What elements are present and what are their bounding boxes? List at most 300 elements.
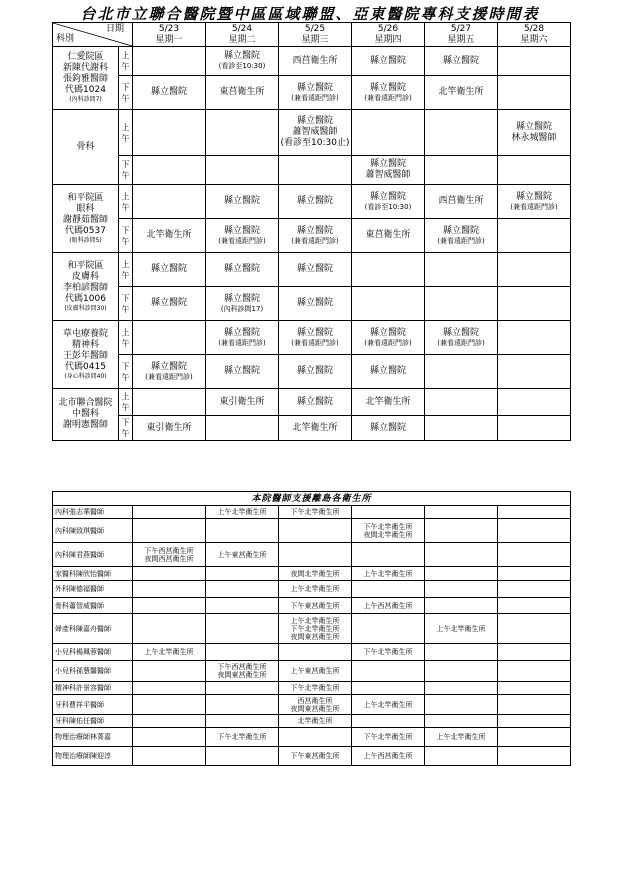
doctor-name: 小兒科孫慧馨醫師 — [53, 661, 133, 682]
support-text: 下午北竿衛生所 — [363, 733, 413, 741]
support-cell — [425, 715, 498, 728]
support-cell — [279, 715, 352, 728]
schedule-text: 西莒衛生所 — [292, 55, 338, 66]
support-text: 下午北竿衛生所 — [290, 624, 340, 633]
support-text: 夜間西莒衛生所 — [144, 554, 194, 563]
schedule-text: 縣立醫院 — [296, 264, 333, 274]
half-char: 上 — [121, 259, 130, 269]
day-date: 5/28 — [523, 23, 545, 34]
schedule-text: 林永城醫師 — [511, 132, 557, 143]
dept-note: (內科診間7) — [69, 96, 102, 103]
support-cell — [498, 598, 571, 614]
support-cell — [425, 598, 498, 614]
schedule-cell — [352, 416, 425, 441]
schedule-text: 蕭智威醫師 — [292, 127, 338, 137]
support-row — [53, 661, 571, 682]
date-label: 日期 — [105, 24, 124, 34]
schedule-text: 北竿衛生所 — [292, 422, 338, 433]
schedule-cell — [133, 110, 206, 156]
dept-cell — [53, 47, 119, 110]
schedule-cell — [279, 355, 352, 389]
doctor-name: 家醫科陳欣怡醫師 — [53, 567, 133, 581]
doctor-name: 內科陳致琪醫師 — [53, 519, 133, 543]
support-text: 下午西莒衛生所 — [217, 663, 267, 671]
day-date: 5/23 — [158, 23, 180, 34]
day-date: 5/27 — [450, 23, 472, 34]
dept-line: 眼科 — [76, 203, 95, 214]
dept-label: 科別 — [56, 34, 75, 44]
dept-line: 骨科 — [76, 141, 95, 152]
dept-line: 代碼1006 — [65, 293, 106, 304]
schedule-cell — [279, 253, 352, 287]
dept-line: 謝靜茹醫師 — [62, 214, 108, 225]
support-text: 下午北竿衛生所 — [363, 648, 413, 656]
support-cell — [425, 567, 498, 581]
support-cell — [425, 682, 498, 695]
doctor-name: 牙科曹祥平醫師 — [53, 695, 133, 715]
day-header-cell — [352, 23, 425, 47]
schedule-cell — [425, 185, 498, 219]
schedule-cell — [498, 321, 571, 355]
support-cell — [206, 543, 279, 567]
schedule-note: (兼看遠距門診) — [218, 236, 266, 245]
day-weekday: 星期六 — [520, 34, 548, 45]
support-cell — [206, 644, 279, 661]
support-cell — [352, 682, 425, 695]
day-weekday: 星期五 — [447, 34, 475, 45]
support-cell — [279, 747, 352, 766]
schedule-text: 縣立醫院 — [150, 87, 187, 97]
support-cell — [206, 715, 279, 728]
schedule-note: (內科診間17) — [220, 304, 264, 313]
day-date: 5/25 — [304, 23, 326, 34]
schedule-cell — [206, 185, 279, 219]
support-text: 上午北竿衛生所 — [363, 569, 413, 578]
half-char: 上 — [121, 122, 130, 132]
half-char: 下 — [121, 418, 130, 427]
dept-row-pm — [53, 355, 571, 389]
schedule-cell — [425, 76, 498, 110]
day-header-cell — [498, 23, 571, 47]
support-cell — [498, 682, 571, 695]
half-char: 午 — [121, 372, 130, 382]
header-corner-cell — [53, 23, 133, 47]
schedule-cell — [425, 47, 498, 76]
support-cell — [279, 614, 352, 644]
support-cell — [352, 567, 425, 581]
schedule-text: 縣立醫院 — [223, 327, 260, 338]
day-date: 5/24 — [231, 23, 253, 34]
support-cell — [206, 519, 279, 543]
support-cell — [206, 747, 279, 766]
support-cell — [498, 747, 571, 766]
schedule-cell — [498, 110, 571, 156]
support-cell — [352, 581, 425, 598]
support-cell — [133, 519, 206, 543]
support-cell — [206, 506, 279, 519]
support-cell — [133, 581, 206, 598]
main-schedule-table — [52, 22, 571, 441]
schedule-text: 北竿衛生所 — [146, 230, 192, 240]
schedule-note: (兼看遠距門診) — [510, 202, 558, 211]
half-char: 下 — [121, 225, 130, 235]
schedule-note: (兼看遠距門診) — [145, 372, 193, 381]
support-cell — [425, 728, 498, 747]
half-char: 下 — [121, 160, 130, 169]
support-cell — [133, 661, 206, 682]
doctor-name: 物理治療師林菁嘉 — [53, 728, 133, 747]
support-cell — [279, 543, 352, 567]
support-text: 夜間東莒衛生所 — [290, 704, 340, 713]
support-cell — [498, 695, 571, 715]
half-char: 午 — [121, 93, 130, 103]
support-text: 夜間北竿衛生所 — [363, 530, 413, 539]
schedule-note: (兼看遠距門診) — [437, 236, 485, 245]
schedule-cell — [279, 321, 352, 355]
schedule-text: 縣立醫院 — [442, 225, 479, 236]
day-header-cell — [133, 23, 206, 47]
schedule-text: 縣立醫院 — [369, 55, 406, 66]
half-char: 午 — [121, 270, 130, 280]
schedule-cell — [279, 76, 352, 110]
schedule-text: 縣立醫院 — [442, 327, 479, 338]
schedule-cell — [425, 110, 498, 156]
header-row — [53, 23, 571, 47]
dept-note: (皮膚科診間30) — [64, 304, 107, 312]
schedule-cell — [133, 156, 206, 185]
support-cell — [498, 728, 571, 747]
dept-line: 王彭年醫師 — [62, 350, 108, 361]
support-cell — [425, 506, 498, 519]
half-day-label — [119, 287, 133, 321]
support-cell — [279, 682, 352, 695]
half-day-label — [119, 156, 133, 185]
dept-line: 草屯療養院 — [62, 328, 108, 339]
support-cell — [352, 598, 425, 614]
schedule-cell — [206, 219, 279, 253]
support-cell — [498, 715, 571, 728]
doctor-name: 骨科蕭智威醫師 — [53, 598, 133, 614]
schedule-cell — [279, 287, 352, 321]
schedule-text: 縣立醫院 — [223, 225, 260, 236]
support-text: 上午西莒衛生所 — [363, 752, 413, 760]
half-day-label — [119, 76, 133, 110]
dept-row-pm — [53, 416, 571, 441]
day-header-cell — [206, 23, 279, 47]
schedule-cell — [279, 47, 352, 76]
support-cell — [206, 614, 279, 644]
support-cell — [352, 661, 425, 682]
schedule-cell — [352, 219, 425, 253]
support-row — [53, 581, 571, 598]
schedule-cell — [279, 219, 352, 253]
support-cell — [498, 614, 571, 644]
support-cell — [133, 695, 206, 715]
half-char: 午 — [121, 236, 130, 246]
support-cell — [352, 543, 425, 567]
support-text: 下午東莒衛生所 — [290, 752, 340, 760]
support-cell — [279, 728, 352, 747]
schedule-cell — [425, 355, 498, 389]
dept-row-am — [53, 389, 571, 416]
dept-line: 仁愛院區 — [67, 52, 104, 62]
dept-line: 李柏諺醫師 — [62, 282, 108, 293]
support-cell — [352, 747, 425, 766]
support-text: 夜間東莒衛生所 — [217, 671, 267, 679]
support-cell — [425, 661, 498, 682]
half-char: 午 — [121, 338, 130, 348]
schedule-cell — [352, 253, 425, 287]
dept-line: 精神科 — [71, 339, 99, 350]
dept-line: 代碼0537 — [65, 225, 106, 236]
support-cell — [133, 682, 206, 695]
schedule-text: 縣立醫院 — [296, 225, 333, 236]
schedule-cell — [498, 76, 571, 110]
support-cell — [498, 519, 571, 543]
schedule-text: 縣立醫院 — [369, 366, 406, 376]
dept-line: 代碼1024 — [65, 85, 106, 95]
schedule-text: 東引衛生所 — [219, 396, 265, 407]
schedule-text: 縣立醫院 — [296, 396, 333, 407]
support-cell — [206, 581, 279, 598]
support-cell — [352, 715, 425, 728]
support-row — [53, 614, 571, 644]
support-cell — [352, 695, 425, 715]
schedule-cell — [352, 355, 425, 389]
day-date: 5/26 — [377, 23, 399, 34]
schedule-cell — [425, 287, 498, 321]
support-cell — [133, 715, 206, 728]
dept-row-pm — [53, 156, 571, 185]
schedule-note: (兼看遠距門診) — [437, 338, 485, 347]
schedule-text: 縣立醫院 — [223, 293, 260, 304]
schedule-cell — [425, 219, 498, 253]
support-row — [53, 644, 571, 661]
schedule-text: 縣立醫院 — [150, 361, 187, 372]
support-cell — [279, 567, 352, 581]
schedule-cell — [352, 321, 425, 355]
support-cell — [206, 661, 279, 682]
support-text: 西莒衛生所 — [297, 696, 333, 705]
support-row — [53, 543, 571, 567]
schedule-cell — [498, 156, 571, 185]
schedule-cell — [425, 321, 498, 355]
dept-line: 張鈞雅醫師 — [62, 74, 108, 84]
dept-cell — [53, 389, 119, 441]
schedule-cell — [352, 47, 425, 76]
support-text: 下午西莒衛生所 — [144, 546, 194, 555]
support-row — [53, 598, 571, 614]
support-cell — [206, 598, 279, 614]
support-row — [53, 682, 571, 695]
schedule-cell — [498, 253, 571, 287]
schedule-text: 縣立醫院 — [296, 298, 333, 308]
schedule-note: (看診至10:30) — [364, 202, 412, 211]
support-row — [53, 728, 571, 747]
support-cell — [279, 661, 352, 682]
doctor-name: 外科陳德福醫師 — [53, 581, 133, 598]
schedule-text: 縣立醫院 — [296, 196, 333, 206]
schedule-text: 東莒衛生所 — [219, 87, 265, 97]
support-cell — [425, 644, 498, 661]
support-cell — [133, 598, 206, 614]
half-day-label — [119, 321, 133, 355]
half-char: 下 — [121, 293, 130, 303]
support-cell — [206, 567, 279, 581]
schedule-text: 縣立醫院 — [150, 264, 187, 274]
schedule-text: 縣立醫院 — [223, 51, 260, 61]
schedule-text: 縣立醫院 — [369, 327, 406, 338]
support-row — [53, 567, 571, 581]
schedule-cell — [206, 287, 279, 321]
schedule-cell — [206, 416, 279, 441]
half-char: 上 — [121, 392, 130, 401]
schedule-text: 縣立醫院 — [223, 366, 260, 376]
day-header-cell — [425, 23, 498, 47]
schedule-cell — [498, 355, 571, 389]
support-row — [53, 519, 571, 543]
support-cell — [206, 728, 279, 747]
schedule-text: (看診至10:30止) — [280, 138, 350, 148]
schedule-cell — [498, 185, 571, 219]
schedule-cell — [498, 219, 571, 253]
support-text: 上午北竿衛生所 — [436, 733, 486, 741]
schedule-cell — [279, 110, 352, 156]
schedule-cell — [133, 287, 206, 321]
support-text: 上午東莒衛生所 — [290, 667, 340, 675]
support-cell — [279, 519, 352, 543]
schedule-note: (兼看遠距門診) — [291, 93, 339, 102]
support-cell — [279, 695, 352, 715]
half-char: 上 — [121, 327, 130, 337]
support-cell — [133, 747, 206, 766]
schedule-cell — [206, 321, 279, 355]
day-weekday: 星期二 — [228, 34, 256, 45]
schedule-cell — [352, 389, 425, 416]
schedule-cell — [133, 355, 206, 389]
half-day-label — [119, 219, 133, 253]
support-cell — [133, 543, 206, 567]
support-cell — [279, 598, 352, 614]
schedule-text: 東莒衛生所 — [365, 230, 411, 240]
dept-cell — [53, 321, 119, 389]
doctor-name: 內科張志華醫師 — [53, 506, 133, 519]
support-row — [53, 506, 571, 519]
schedule-note: (兼看遠距門診) — [291, 338, 339, 347]
schedule-text: 縣立醫院 — [296, 116, 333, 126]
dept-row-am — [53, 253, 571, 287]
schedule-cell — [498, 287, 571, 321]
support-cell — [425, 747, 498, 766]
schedule-cell — [425, 253, 498, 287]
schedule-cell — [352, 110, 425, 156]
schedule-cell — [133, 389, 206, 416]
schedule-text: 縣立醫院 — [369, 159, 406, 169]
dept-note: (眼科診間5) — [69, 236, 102, 244]
schedule-text: 縣立醫院 — [150, 298, 187, 308]
support-cell — [352, 728, 425, 747]
support-cell — [352, 519, 425, 543]
support-text: 上午北竿衛生所 — [217, 508, 267, 516]
schedule-text: 縣立醫院 — [515, 121, 552, 132]
support-text: 北竿衛生所 — [297, 717, 333, 725]
day-header-cell — [279, 23, 352, 47]
half-char: 午 — [121, 429, 130, 438]
support-row — [53, 747, 571, 766]
support-text: 夜間東莒衛生所 — [290, 632, 340, 641]
schedule-cell — [206, 156, 279, 185]
day-weekday: 星期一 — [155, 34, 183, 45]
support-text: 上午北竿衛生所 — [363, 700, 413, 709]
support-cell — [133, 614, 206, 644]
dept-line: 和平院區 — [67, 192, 104, 203]
dept-cell — [53, 185, 119, 253]
schedule-note: (兼看遠距門診) — [364, 93, 412, 102]
dept-line: 中醫科 — [71, 409, 99, 419]
support-text: 上午北竿衛生所 — [436, 624, 486, 633]
schedule-text: 東引衛生所 — [146, 422, 192, 433]
support-cell — [352, 506, 425, 519]
half-char: 午 — [121, 62, 130, 71]
schedule-cell — [279, 389, 352, 416]
day-weekday: 星期四 — [374, 34, 402, 45]
support-text: 上午北竿衛生所 — [290, 616, 340, 625]
dept-row-pm — [53, 287, 571, 321]
support-schedule-table — [52, 491, 571, 766]
support-cell — [352, 644, 425, 661]
dept-note: (身心科診間40) — [64, 372, 107, 380]
schedule-cell — [206, 389, 279, 416]
schedule-note: (兼看遠距門診) — [218, 338, 266, 347]
support-cell — [133, 567, 206, 581]
half-char: 午 — [121, 202, 130, 212]
schedule-cell — [133, 185, 206, 219]
half-char: 午 — [121, 171, 130, 180]
schedule-cell — [206, 253, 279, 287]
dept-line: 代碼0415 — [65, 361, 106, 372]
schedule-cell — [133, 76, 206, 110]
support-cell — [498, 581, 571, 598]
schedule-cell — [498, 389, 571, 416]
dept-line: 北市聯合醫院 — [58, 398, 113, 408]
support-cell — [206, 682, 279, 695]
half-day-label — [119, 185, 133, 219]
schedule-note: (兼看遠距門診) — [291, 236, 339, 245]
half-char: 上 — [121, 191, 130, 201]
support-cell — [133, 644, 206, 661]
schedule-cell — [425, 416, 498, 441]
support-text: 下午東莒衛生所 — [290, 601, 340, 610]
support-row — [53, 695, 571, 715]
schedule-cell — [352, 287, 425, 321]
support-cell — [425, 614, 498, 644]
support-cell — [498, 644, 571, 661]
schedule-text: 縣立醫院 — [369, 82, 406, 93]
support-cell — [498, 506, 571, 519]
dept-cell — [53, 110, 119, 185]
schedule-cell — [425, 389, 498, 416]
dept-line: 和平院區 — [67, 260, 104, 271]
dept-cell — [53, 253, 119, 321]
schedule-cell — [352, 156, 425, 185]
dept-row-am — [53, 321, 571, 355]
half-day-label — [119, 389, 133, 416]
schedule-text: 北竿衛生所 — [365, 396, 411, 407]
schedule-cell — [279, 416, 352, 441]
schedule-cell — [206, 47, 279, 76]
half-day-label — [119, 253, 133, 287]
section-title: 本院醫師支援離島各衛生所 — [53, 492, 571, 506]
